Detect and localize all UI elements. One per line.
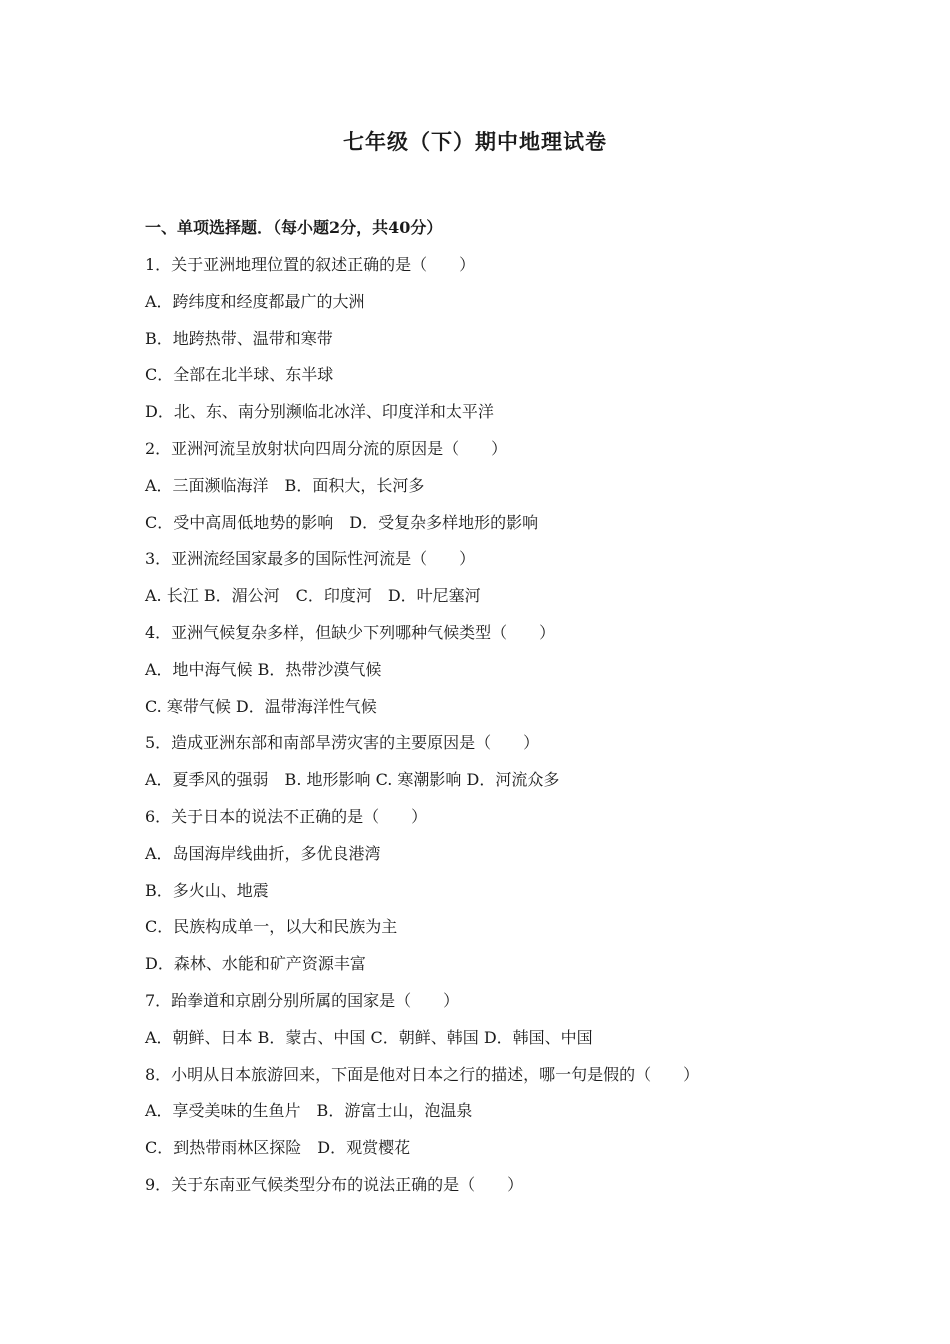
section-heading: 一、单项选择题．（每小题2分，共40分） — [145, 218, 443, 237]
option-line: A．三面濒临海洋 B．面积大，长河多 — [145, 475, 425, 495]
option-line: B．多火山、地震 — [145, 880, 269, 900]
option-line: D．北、东、南分别濒临北冰洋、印度洋和太平洋 — [145, 402, 494, 422]
question-line: 8．小明从日本旅游回来，下面是他对日本之行的描述，哪一句是假的（ ） — [145, 1064, 700, 1084]
option-line: A．朝鲜、日本 B．蒙古、中国 C．朝鲜、韩国 D．韩国、中国 — [145, 1027, 593, 1047]
option-line: C．受中高周低地势的影响 D．受复杂多样地形的影响 — [145, 512, 539, 532]
question-line: 1．关于亚洲地理位置的叙述正确的是（ ） — [145, 255, 476, 274]
question-list — [145, 250, 845, 1207]
option-line: A．跨纬度和经度都最广的大洲 — [145, 291, 365, 311]
option-line: A．岛国海岸线曲折，多优良港湾 — [145, 843, 381, 863]
option-line: D．森林、水能和矿产资源丰富 — [145, 954, 366, 974]
option-line: C．全部在北半球、东半球 — [145, 365, 334, 385]
option-line: C．民族构成单一，以大和民族为主 — [145, 917, 398, 937]
question-line: 5．造成亚洲东部和南部旱涝灾害的主要原因是（ ） — [145, 733, 540, 753]
question-line: 2．亚洲河流呈放射状向四周分流的原因是（ ） — [145, 438, 508, 458]
option-line: A．地中海气候 B．热带沙漠气候 — [145, 659, 382, 679]
option-line: A．夏季风的强弱 B. 地形影响 C. 寒潮影响 D．河流众多 — [145, 770, 560, 790]
option-line: A．享受美味的生鱼片 B．游富士山，泡温泉 — [145, 1101, 473, 1121]
question-line: 3．亚洲流经国家最多的国际性河流是（ ） — [145, 549, 476, 569]
question-line: 4．亚洲气候复杂多样，但缺少下列哪种气候类型（ ） — [145, 622, 556, 642]
page-title: 七年级（下）期中地理试卷 — [343, 129, 607, 154]
option-line: C. 寒带气候 D．温带海洋性气候 — [145, 696, 377, 716]
question-line: 9．关于东南亚气候类型分布的说法正确的是（ ） — [145, 1174, 524, 1194]
option-line: B．地跨热带、温带和寒带 — [145, 328, 333, 348]
option-line: A. 长江 B．湄公河 C．印度河 D．叶尼塞河 — [145, 586, 481, 606]
question-line: 7．跆拳道和京剧分别所属的国家是（ ） — [145, 990, 460, 1010]
question-line: 6．关于日本的说法不正确的是（ ） — [145, 806, 428, 826]
option-line: C．到热带雨林区探险 D．观赏樱花 — [145, 1138, 411, 1158]
